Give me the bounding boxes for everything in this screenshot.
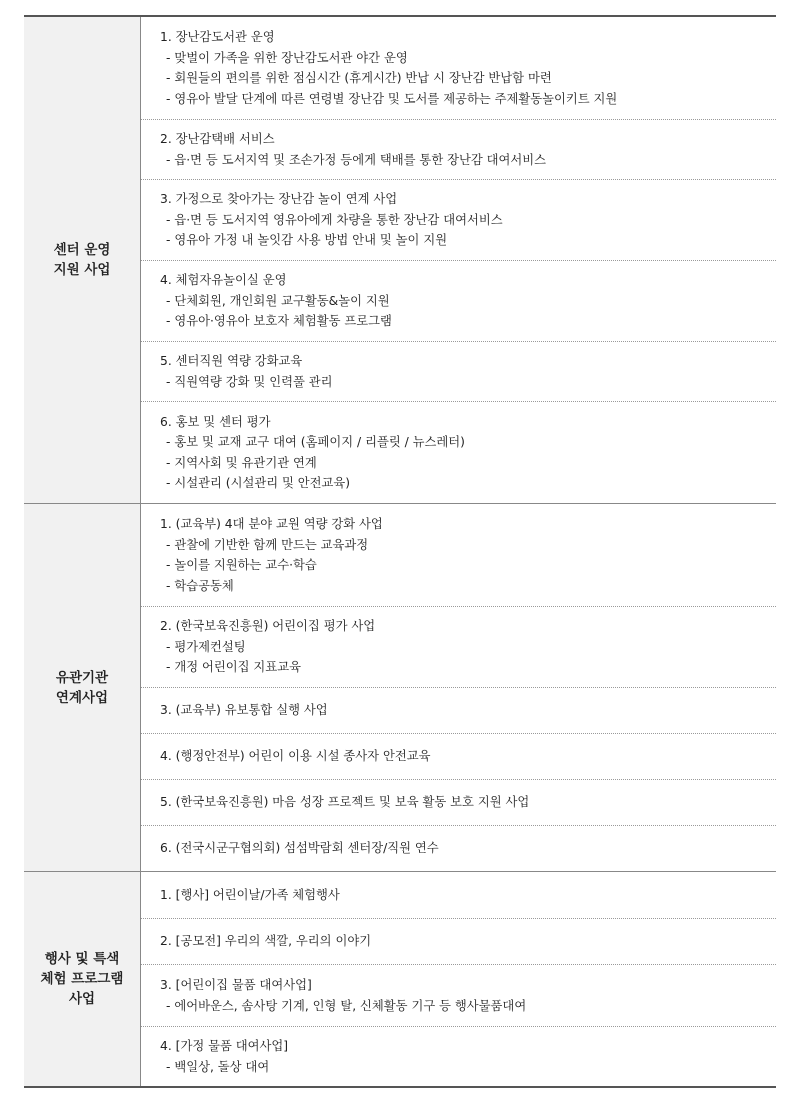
program-table: [24, 15, 776, 1088]
program-item: [141, 401, 776, 503]
program-item: [141, 504, 776, 606]
program-item-title: 1. [행사] 어린이날/가족 체험행사: [160, 887, 340, 902]
program-item: [141, 1026, 776, 1086]
category-label: 행사 및 특색 체험 프로그램 사업: [24, 872, 141, 1088]
program-item-detail: - 평가제컨설팅: [166, 639, 246, 654]
program-item-detail: - 영유아 가정 내 놀잇감 사용 방법 안내 및 놀이 지원: [166, 233, 448, 248]
program-item-title: 1. 장난감도서관 운영: [160, 30, 275, 44]
program-item-detail: - 지역사회 및 유관기관 연계: [166, 455, 317, 470]
program-item-title: 6. (전국시군구협의회) 섬섬박람회 센터장/직원 연수: [160, 841, 439, 856]
program-item-detail: - 시설관리 (시설관리 및 안전교육): [166, 476, 351, 490]
program-item: [141, 733, 776, 779]
program-item-detail: - 영유아·영유아 보호자 체험활동 프로그램: [166, 314, 392, 329]
category-label: 센터 운영 지원 사업: [24, 16, 141, 504]
program-item-detail: - 맞벌이 가족을 위한 장난감도서관 야간 운영: [166, 50, 408, 65]
program-item: [141, 825, 776, 871]
program-item-detail: - 읍·면 등 도서지역 영유아에게 차량을 통한 장난감 대여서비스: [166, 212, 503, 227]
program-item-detail: - 에어바운스, 솜사탕 기계, 인형 탈, 신체활동 기구 등 행사물품대여: [166, 998, 527, 1013]
program-item-title: 3. [어린이집 물품 대여사업]: [160, 978, 312, 992]
program-item: [141, 918, 776, 964]
program-item: [141, 779, 776, 825]
program-item-title: 6. 홍보 및 센터 평가: [160, 414, 271, 429]
program-item: [141, 687, 776, 733]
program-item-title: 1. (교육부) 4대 분야 교원 역량 강화 사업: [160, 517, 383, 531]
section-row: [24, 872, 776, 1088]
program-item-detail: - 관찰에 기반한 함께 만드는 교육과정: [166, 537, 369, 552]
program-item: [141, 872, 776, 918]
section-items: [141, 504, 777, 872]
program-item: [141, 179, 776, 260]
section-row: [24, 16, 776, 504]
program-item-detail: - 놀이를 지원하는 교수·학습: [166, 558, 317, 572]
program-item-title: 5. (한국보육진흥원) 마음 성장 프로젝트 및 보육 활동 보호 지원 사업: [160, 795, 530, 810]
program-item-title: 5. 센터직원 역량 강화교육: [160, 354, 303, 368]
program-item: [141, 964, 776, 1026]
program-item-title: 4. [가정 물품 대여사업]: [160, 1039, 289, 1053]
program-item-title: 2. (한국보육진흥원) 어린이집 평가 사업: [160, 619, 376, 634]
category-label: 유관기관 연계사업: [24, 504, 141, 872]
section-items: [141, 872, 777, 1088]
program-item: [141, 17, 776, 119]
program-item-detail: - 홍보 및 교재 교구 대여 (홈페이지 / 리플릿 / 뉴스레터): [166, 435, 465, 449]
program-table-body: [24, 16, 776, 1087]
program-item-title: 3. (교육부) 유보통합 실행 사업: [160, 703, 328, 718]
program-item-title: 4. (행정안전부) 어린이 이용 시설 종사자 안전교육: [160, 749, 431, 764]
program-item: [141, 341, 776, 401]
program-item-detail: - 단체회원, 개인회원 교구활동&놀이 지원: [166, 293, 390, 308]
section-row: [24, 504, 776, 872]
program-item-title: 2. 장난감택배 서비스: [160, 132, 275, 146]
program-item-detail: - 직원역량 강화 및 인력풀 관리: [166, 374, 333, 389]
program-item-title: 3. 가정으로 찾아가는 장난감 놀이 연계 사업: [160, 192, 398, 207]
program-item-detail: - 학습공동체: [166, 578, 234, 593]
program-item-title: 2. [공모전] 우리의 색깔, 우리의 이야기: [160, 934, 372, 949]
program-item-detail: - 읍·면 등 도서지역 및 조손가정 등에게 택배를 통한 장난감 대여서비스: [166, 152, 547, 167]
section-items: [141, 16, 777, 504]
program-item-detail: - 개정 어린이집 지표교육: [166, 660, 301, 675]
program-item: [141, 260, 776, 341]
program-item: [141, 606, 776, 687]
program-item-detail: - 영유아 발달 단계에 따른 연령별 장난감 및 도서를 제공하는 주제활동놀이키트 지원: [166, 91, 618, 106]
program-item-detail: - 회원들의 편의를 위한 점심시간 (휴게시간) 반납 시 장난감 반납함 마련: [166, 71, 552, 85]
program-item: [141, 119, 776, 179]
program-item-title: 4. 체험자유놀이실 운영: [160, 273, 287, 288]
program-item-detail: - 백일상, 돌상 대여: [166, 1059, 270, 1074]
